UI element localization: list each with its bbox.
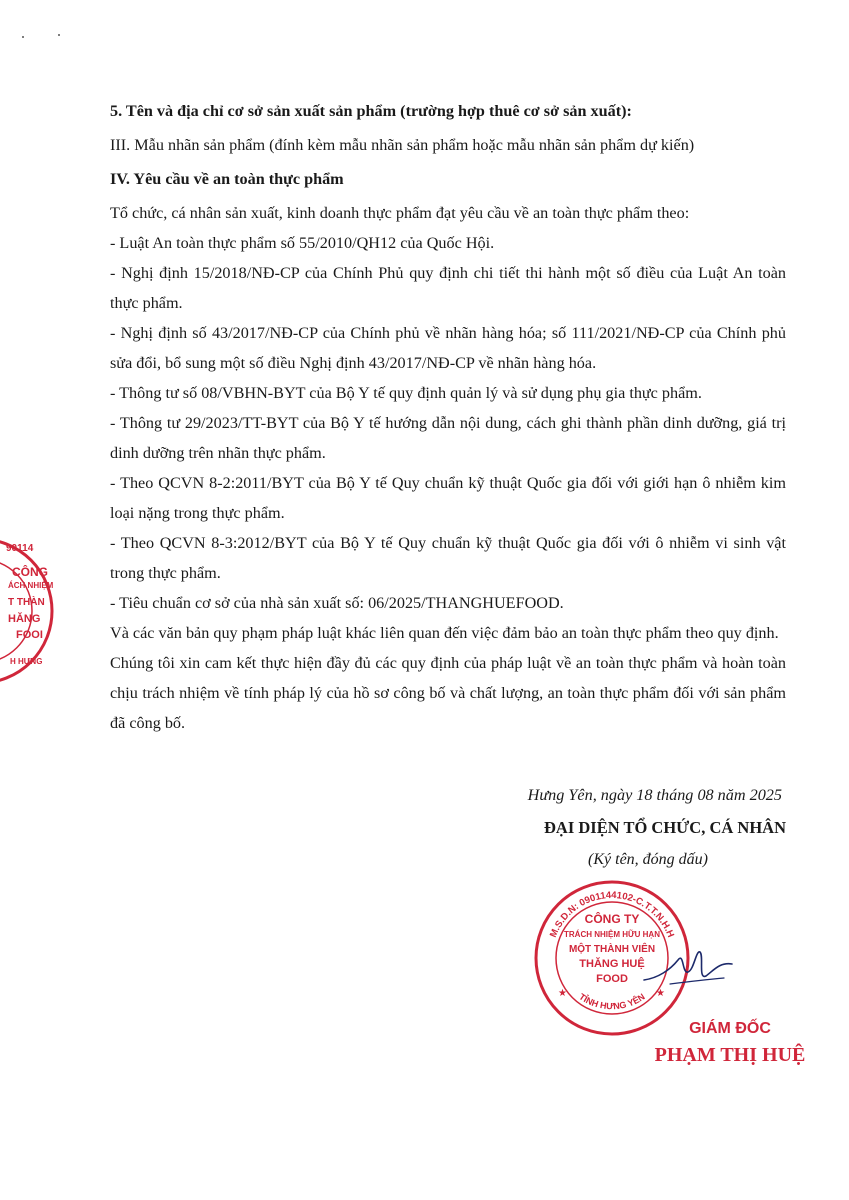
- law-item: - Nghị định 15/2018/NĐ-CP của Chính Phủ quy định chi tiết thi hành một số điều của Luật An toàn thực phẩm.: [110, 264, 786, 312]
- seal-line-3: MỘT THÀNH VIÊN: [568, 944, 656, 955]
- section-iv-heading: IV. Yêu cầu về an toàn thực phẩm: [110, 170, 344, 188]
- edge-stamp-fragment: CÔNG: [12, 565, 48, 579]
- seal-line-1: CÔNG TY: [584, 912, 640, 926]
- seal-line-5: FOOD: [596, 973, 628, 985]
- document-body: [110, 96, 786, 738]
- commitment-paragraph: Chúng tôi xin cam kết thực hiện đầy đủ các quy định của pháp luật về an toàn thực phẩm và hoàn toàn chịu trách nhiệm về tính pháp lý của hồ sơ công bố và chất lượng, an toàn thực phẩm đối với sản phẩm đã công bố.: [110, 654, 786, 732]
- edge-stamp-fragment: FOOI: [16, 629, 43, 641]
- seal-line-4: THĂNG HUỆ: [579, 958, 645, 970]
- law-item: - Theo QCVN 8-2:2011/BYT của Bộ Y tế Quy chuẩn kỹ thuật Quốc gia đối với giới hạn ô nhiễm kim loại nặng trong thực phẩm.: [110, 474, 786, 522]
- seal-star-icon: ★: [558, 988, 567, 999]
- director-title: GIÁM ĐỐC: [689, 1020, 771, 1037]
- edge-stamp-fragment: HĂNG: [8, 613, 41, 625]
- law-item: - Tiêu chuẩn cơ sở của nhà sản xuất số: 06/2025/THANGHUEFOOD.: [110, 594, 564, 612]
- section-5-heading: 5. Tên và địa chỉ cơ sở sản xuất sản phẩm (trường hợp thuê cơ sở sản xuất):: [110, 102, 632, 120]
- sign-note: (Ký tên, đóng dấu): [588, 851, 708, 868]
- representative-title: ĐẠI DIỆN TỔ CHỨC, CÁ NHÂN: [543, 818, 786, 837]
- scan-speck: [58, 34, 60, 36]
- section-iii-label: III. Mẫu nhãn sản phẩm (đính kèm mẫu nhãn sản phẩm hoặc mẫu nhãn sản phẩm dự kiến): [110, 136, 695, 154]
- edge-stamp-fragment: T THÀN: [8, 597, 45, 608]
- law-item: - Nghị định số 43/2017/NĐ-CP của Chính phủ về nhãn hàng hóa; số 111/2021/NĐ-CP của Chính phủ sửa đổi, bổ sung một số điều Nghị định 43/2017/NĐ-CP về nhãn hàng hóa.: [110, 324, 786, 372]
- other-regulations-paragraph: Và các văn bản quy phạm pháp luật khác liên quan đến việc đảm bảo an toàn thực phẩm theo quy định.: [110, 624, 779, 642]
- seal-line-2: TRÁCH NHIỆM HỮU HẠN: [564, 930, 660, 939]
- handwritten-signature: [640, 940, 740, 1000]
- law-item: - Thông tư 29/2023/TT-BYT của Bộ Y tế hướng dẫn nội dung, cách ghi thành phần dinh dưỡng, giá trị dinh dưỡng trên nhãn thực phẩm.: [110, 414, 786, 462]
- seal-star-icon: ★: [656, 988, 665, 999]
- edge-stamp-fragment: H HƯNG: [10, 657, 43, 666]
- director-name: PHẠM THỊ HUỆ: [654, 1044, 806, 1066]
- place-date: Hưng Yên, ngày 18 tháng 08 năm 2025: [527, 786, 782, 804]
- edge-stamp-fragment: 90114: [6, 543, 34, 554]
- law-item: - Theo QCVN 8-3:2012/BYT của Bộ Y tế Quy chuẩn kỹ thuật Quốc gia đối với ô nhiễm vi sinh vật trong thực phẩm.: [110, 534, 786, 582]
- edge-stamp-fragment: ÁCH NHIỆM: [8, 581, 54, 590]
- seal-outer-top-path: M.S.D.N: 0901144102-C.T.T.N.H.H: [547, 889, 677, 940]
- law-item: - Luật An toàn thực phẩm số 55/2010/QH12 của Quốc Hội.: [110, 234, 495, 252]
- scan-speck: [22, 36, 24, 38]
- law-item: - Thông tư số 08/VBHN-BYT của Bộ Y tế quy định quản lý và sử dụng phụ gia thực phẩm.: [110, 384, 702, 402]
- intro-paragraph: Tổ chức, cá nhân sản xuất, kinh doanh thực phẩm đạt yêu cầu về an toàn thực phẩm theo:: [110, 204, 690, 222]
- seal-outer-bottom-path: TỈNH HƯNG YÊN: [577, 991, 647, 1012]
